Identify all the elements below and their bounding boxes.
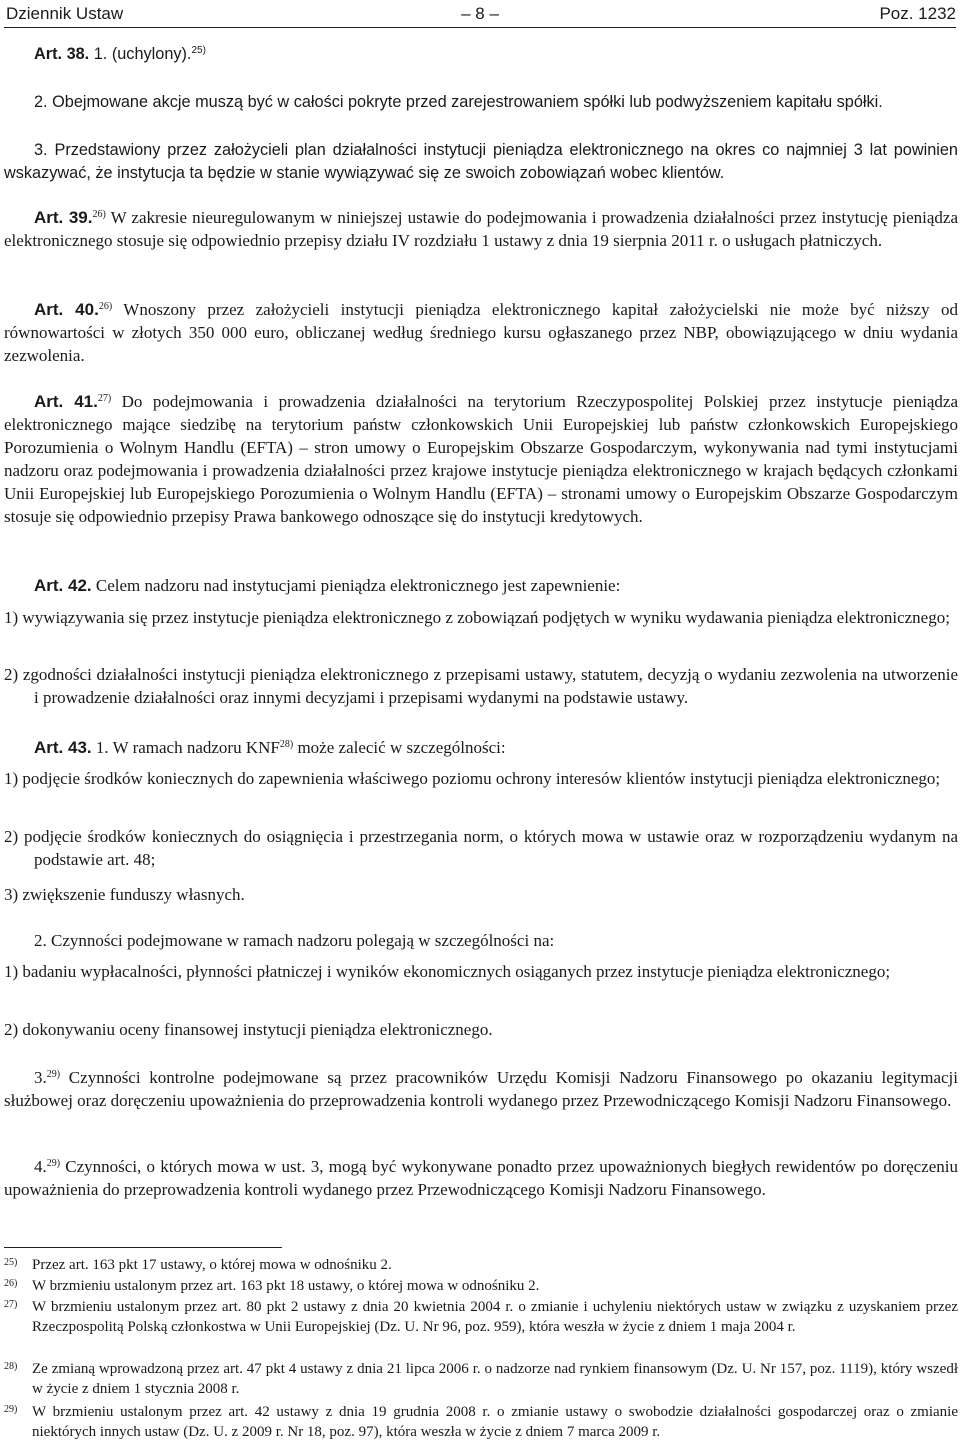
footnote-text: Ze zmianą wprowadzoną przez art. 47 pkt 4 ustawy z dnia 21 lipca 2006 r. o nadzorze nad rynkiem finansowym (Dz. U. Nr 157, poz. 1119), który wszedł w życie z dniem 1 stycznia 2008 r. xyxy=(32,1361,958,1397)
art43-ust1-item: 3) zwiększenie funduszy własnych. xyxy=(4,885,245,904)
art39-footnote-ref: 26) xyxy=(92,209,106,220)
header-position: Poz. 1232 xyxy=(879,4,956,23)
art40-footnote-ref: 26) xyxy=(98,301,113,312)
footnote-text: W brzmieniu ustalonym przez art. 42 ustawy z dnia 19 grudnia 2008 r. o zmianie ustawy o swobodzie działalności gospodarczej oraz o zmianie niektórych innych ustaw (Dz. U. z 2009 r. Nr 18, poz. 97), która weszła w życie z dniem 7 marca 2009 r. xyxy=(32,1404,958,1440)
footnote xyxy=(4,1256,958,1276)
art39-text: W zakresie nieuregulowanym w niniejszej ustawie do podejmowania i prowadzenia działalności przez instytucję pieniądza elektronicznego stosuje się odpowiednio przepisy działu IV rozdziału 1 ustawy z dnia 19 sierpnia 2011 r. o usługach płatniczych. xyxy=(4,208,958,250)
art38-ust1-footnote-ref: 25) xyxy=(191,45,206,56)
art43-ust4-text: Czynności, o których mowa w ust. 3, mogą być wykonywane ponadto przez upoważnionych biegłych rewidentów po doręczeniu upoważnienia do przeprowadzenia kontroli wydanego przez Przewodniczącego Komisji Nadzoru Finansowego. xyxy=(4,1157,958,1199)
footnote-text: W brzmieniu ustalonym przez art. 80 pkt 2 ustawy z dnia 20 kwietnia 2004 r. o zmianie i uchyleniu niektórych ustaw w związku z uzyskaniem przez Rzeczpospolitą Polską członkostwa w Unii Europejskiej (Dz. U. Nr 96, poz. 959), która weszła w życie z dniem 1 maja 2004 r. xyxy=(32,1299,958,1335)
art42-item: 1) wywiązywania się przez instytucje pieniądza elektronicznego z zobowiązań podjętych w wyniku wydawania pieniądza elektronicznego; xyxy=(4,608,950,627)
art43-ust1-tail: może zalecić w szczególności: xyxy=(293,738,506,757)
footnote-mark: 27) xyxy=(4,1299,18,1310)
footnote-mark: 28) xyxy=(4,1361,18,1372)
header-page-number: – 8 – xyxy=(461,4,499,23)
art40-label: Art. 40. xyxy=(34,300,99,319)
art43-ust1-text: 1. W ramach nadzoru KNF xyxy=(91,738,280,757)
art42-intro xyxy=(4,574,958,597)
art40-text: Wnoszony przez założycieli instytucji pieniądza elektronicznego kapitał założycielski nie może być niższy od równowartości w złotych 350 000 euro, obliczanej według średniego kursu ogłaszanego przez NBP, obowiązującego w dniu wydania zezwolenia. xyxy=(4,300,958,365)
header-publication: Dziennik Ustaw xyxy=(6,4,124,23)
art43-label: Art. 43. xyxy=(34,738,92,757)
art38-ust2: 2. Obejmowane akcje muszą być w całości pokryte przed zarejestrowaniem spółki lub podwyższeniem kapitału spółki. xyxy=(34,93,883,111)
art43-ust3-footnote-ref: 29) xyxy=(46,1069,61,1080)
art38-ust1 xyxy=(4,43,958,66)
footnote-text: Przez art. 163 pkt 17 ustawy, o której mowa w odnośniku 2. xyxy=(32,1257,392,1273)
art43-ust1-footnote-ref: 28) xyxy=(279,739,294,750)
art39-label: Art. 39. xyxy=(34,208,93,227)
art41-text: Do podejmowania i prowadzenia działalności na terytorium Rzeczypospolitej Polskiej przez instytucje pieniądza elektronicznego mające siedzibę na terytorium państw członkowskich Unii Europejskiej lub państw członkowskich Europejskiego Porozumienia o Wolnym Handlu (EFTA) – stron umowy o Europejskim Obszarze Gospodarczym, wykonywania nad tymi instytucjami nadzoru oraz podejmowania i prowadzenia działalności przez krajowe instytucje pieniądza elektronicznego w krajach będących członkami Unii Europejskiej lub Europejskiego Porozumienia o Wolnym Handlu (EFTA) – stronami umowy o Europejskim Obszarze Gospodarczym stosuje się odpowiednio przepisy Prawa bankowego odnoszące się do instytucji kredytowych. xyxy=(4,392,958,526)
art43-ust4 xyxy=(4,1155,958,1201)
art43-ust4-footnote-ref: 29) xyxy=(46,1158,61,1169)
footnote-text: W brzmieniu ustalonym przez art. 163 pkt 18 ustawy, o której mowa w odnośniku 2. xyxy=(32,1278,540,1294)
footnote-divider xyxy=(4,1247,282,1248)
art39 xyxy=(4,206,958,252)
art38-label: Art. 38. xyxy=(34,45,90,63)
art43-ust3 xyxy=(4,1066,958,1112)
art43-ust3-text: Czynności kontrolne podejmowane są przez pracowników Urzędu Komisji Nadzoru Finansowego po okazaniu legitymacji służbowej oraz doręczeniu upoważnienia do przeprowadzenia kontroli wydanego przez Przewodniczącego Komisji Nadzoru Finansowego. xyxy=(4,1068,958,1110)
art41-footnote-ref: 27) xyxy=(97,393,112,404)
art38-ust3: 3. Przedstawiony przez założycieli plan działalności instytucji pieniądza elektronicznego na okres co najmniej 3 lat powinien wskazywać, że instytucja ta będzie w stanie wywiązywać się ze swoich zobowiązań wobec klientów. xyxy=(4,141,958,182)
art43-ust1-item: 1) podjęcie środków koniecznych do zapewnienia właściwego poziomu ochrony interesów klientów instytucji pieniądza elektronicznego; xyxy=(4,769,941,788)
footnote xyxy=(4,1403,958,1442)
art43-ust1-item: 2) podjęcie środków koniecznych do osiągnięcia i przestrzegania norm, o których mowa w ustawie oraz w rozporządzeniu wydanym na podstawie art. 48; xyxy=(4,827,958,869)
footnote xyxy=(4,1360,958,1399)
footnote xyxy=(4,1277,958,1297)
art41-label: Art. 41. xyxy=(34,392,98,411)
art42-intro-text: Celem nadzoru nad instytucjami pieniądza elektronicznego jest zapewnienie: xyxy=(91,576,621,595)
art43-ust2-item: 1) badaniu wypłacalności, płynności płatniczej i wyników ekonomicznych osiąganych przez instytucje pieniądza elektronicznego; xyxy=(4,962,891,981)
header-divider xyxy=(4,27,956,28)
art41 xyxy=(4,390,958,528)
footnote-mark: 29) xyxy=(4,1404,18,1415)
art40 xyxy=(4,298,958,367)
art43-ust2-item: 2) dokonywaniu oceny finansowej instytucji pieniądza elektronicznego. xyxy=(4,1020,493,1039)
art42-item: 2) zgodności działalności instytucji pieniądza elektronicznego z przepisami ustawy, statutem, decyzją o wydaniu zezwolenia na utworzenie i prowadzenie działalności oraz innymi decyzjami i przepisami wydanymi na podstawie ustawy. xyxy=(4,665,958,707)
art43-ust4-number: 4. xyxy=(34,1157,47,1176)
footnote-mark: 26) xyxy=(4,1278,18,1289)
footnote xyxy=(4,1298,958,1337)
art43-ust3-number: 3. xyxy=(34,1068,47,1087)
art43-ust2: 2. Czynności podejmowane w ramach nadzoru polegają w szczególności na: xyxy=(34,931,555,950)
art42-label: Art. 42. xyxy=(34,576,92,595)
footnote-mark: 25) xyxy=(4,1257,18,1268)
art43-ust1 xyxy=(4,736,958,759)
art38-ust1-text: 1. (uchylony). xyxy=(89,45,192,63)
